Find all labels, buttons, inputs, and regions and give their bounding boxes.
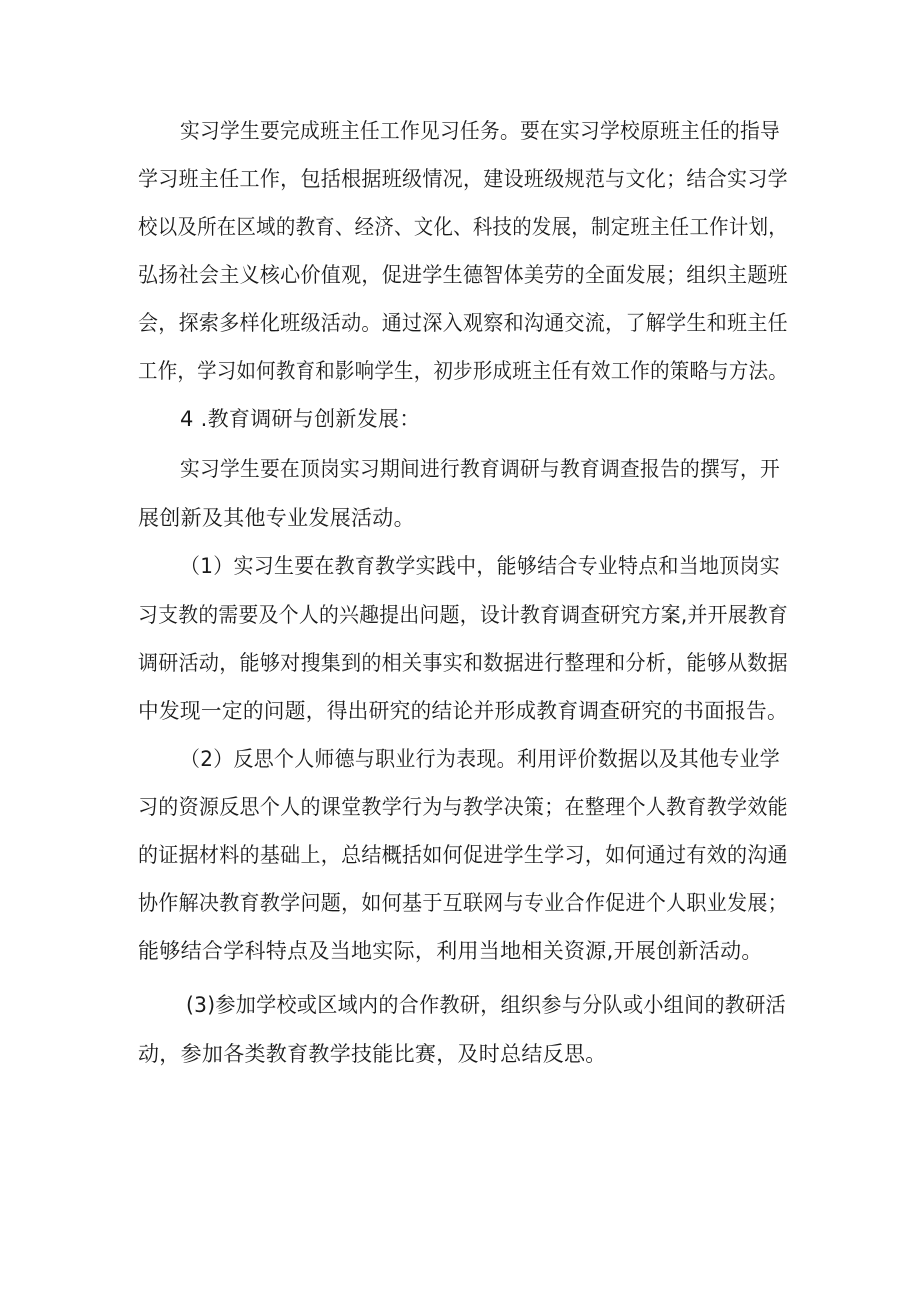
text-line: 实习学生要在顶岗实习期间进行教育调研与教育调查报告的撰写，开: [180, 457, 781, 481]
text-line: 调研活动，能够对搜集到的相关事实和数据进行整理和分析，能够从数据: [138, 651, 788, 675]
text-line: (3)参加学校或区域内的合作教研，组织参与分队或小组间的教研活: [186, 993, 787, 1017]
text-line: 校以及所在区域的教育、经济、文化、科技的发展，制定班主任工作计划，: [138, 215, 788, 239]
text-line: 中发现一定的问题，得出研究的结论并形成教育调查研究的书面报告。: [138, 699, 788, 723]
text-line: 协作解决教育教学问题，如何基于互联网与专业合作促进个人职业发展；: [138, 891, 788, 915]
text-line: （1）实习生要在教育教学实践中，能够结合专业特点和当地顶岗实: [180, 554, 780, 578]
text-line: 习支教的需要及个人的兴趣提出问题，设计教育调查研究方案,并开展教育: [138, 603, 789, 627]
text-line: 弘扬社会主义核心价值观，促进学生德智体美劳的全面发展；组织主题班: [138, 263, 788, 287]
text-line: 工作，学习如何教育和影响学生，初步形成班主任有效工作的策略与方法。: [138, 359, 788, 383]
text-line: 学习班主任工作，包括根据班级情况，建设班级规范与文化；结合实习学: [138, 167, 788, 191]
text-line: 实习学生要完成班主任工作见习任务。要在实习学校原班主任的指导: [180, 119, 781, 143]
text-line: 习的资源反思个人的课堂教学行为与教学决策；在整理个人教育教学效能: [138, 795, 788, 819]
text-line: 能够结合学科特点及当地实际，利用当地相关资源,开展创新活动。: [138, 939, 763, 963]
text-line: 会，探索多样化班级活动。通过深入观察和沟通交流，了解学生和班主任: [138, 311, 788, 335]
text-line: 展创新及其他专业发展活动。: [138, 506, 415, 530]
text-line: 的证据材料的基础上，总结概括如何促进学生学习，如何通过有效的沟通: [138, 843, 788, 867]
section-heading: 4 .教育调研与创新发展：: [180, 407, 421, 431]
text-line: 动，参加各类教育教学技能比赛，及时总结反思。: [138, 1042, 607, 1066]
text-line: （2）反思个人师德与职业行为表现。利用评价数据以及其他专业学: [180, 747, 780, 771]
